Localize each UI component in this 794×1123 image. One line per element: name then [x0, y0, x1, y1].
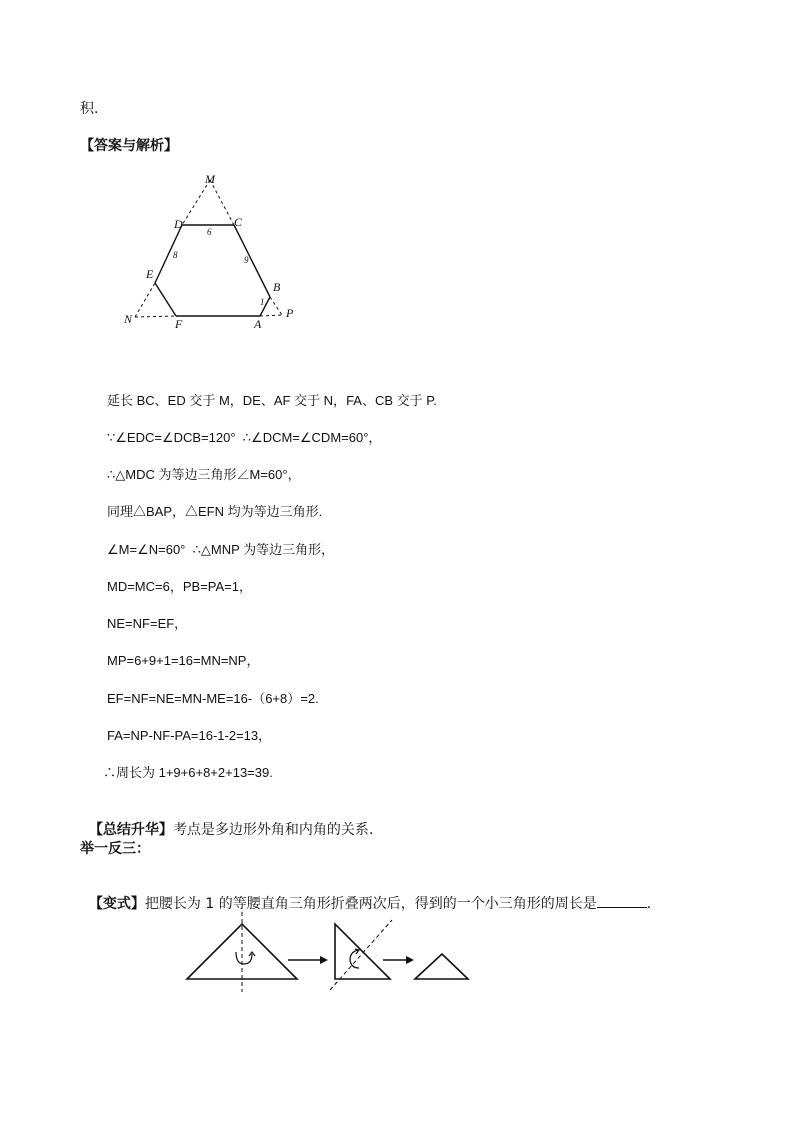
dashed-bp: [270, 297, 282, 315]
label-f: F: [175, 317, 183, 331]
label-e: E: [146, 267, 154, 281]
dashed-nf: [135, 316, 176, 317]
dashed-md: [182, 180, 210, 225]
solution-line: ∴周长为 1+9+6+8+2+13=39.: [103, 765, 273, 780]
section-title: 举一反三：: [80, 841, 150, 857]
answer-blank: [597, 895, 647, 908]
solution-line: EF=NF=NE=MN-ME=16-（6+8）=2.: [107, 691, 319, 706]
summary: [80, 803, 373, 839]
solution-line: MD=MC=6，PB=PA=1，: [107, 579, 252, 594]
variant-tag: 【变式】: [88, 896, 145, 912]
solution-line: NE=NF=EF，: [107, 616, 188, 631]
side-cb: [234, 225, 270, 297]
solution-line: ∵∠EDC=∠DCB=120° ∴∠DCM=∠CDM=60°，: [107, 430, 382, 445]
side-fe: [155, 283, 176, 316]
top-fragment: 积.: [80, 101, 99, 117]
side-label-dc: 6: [207, 227, 212, 237]
label-d: D: [174, 217, 183, 231]
arrow-right-icon: [383, 956, 414, 964]
solution-line: 同理△BAP，△EFN 均为等边三角形.: [107, 504, 323, 519]
folding-diagram: [180, 908, 480, 993]
solution-line: MP=6+9+1=16=MN=NP，: [107, 653, 260, 668]
solution-line: ∠M=∠N=60° ∴△MNP 为等边三角形，: [107, 542, 335, 557]
dashed-mc: [210, 180, 234, 225]
answer-header: 【答案与解析】: [80, 138, 178, 154]
variant-text: 把腰长为 1 的等腰直角三角形折叠两次后，得到的一个小三角形的周长是: [144, 896, 597, 912]
solution-line: FA=NP-NF-PA=16-1-2=13，: [107, 728, 272, 743]
angle-label-1: 1: [260, 297, 265, 307]
side-label-cb: 9: [244, 255, 249, 265]
solution-line: ∴△MDC 为等边三角形∠M=60°，: [107, 467, 301, 482]
variant-end: .: [646, 896, 652, 912]
label-n: N: [124, 312, 133, 326]
label-p: P: [286, 306, 294, 320]
fold-arrow-1-icon: [236, 952, 252, 964]
label-m: M: [205, 172, 215, 186]
dashed-ap: [260, 315, 282, 316]
side-label-de: 8: [173, 250, 178, 260]
label-c: C: [234, 215, 243, 229]
small-triangle: [415, 954, 468, 979]
solution-line: 延长 BC、ED 交于 M，DE、AF 交于 N，FA、CB 交于 P.: [107, 393, 437, 408]
summary-tag: 【总结升华】: [88, 822, 173, 838]
label-a: A: [254, 317, 262, 331]
arrow-right-icon: [288, 956, 328, 964]
hexagon-figure: [110, 165, 310, 340]
dashed-ne: [135, 283, 155, 317]
label-b: B: [273, 280, 281, 294]
summary-text: 考点是多边形外角和内角的关系.: [172, 822, 374, 838]
side-ed: [155, 225, 182, 283]
